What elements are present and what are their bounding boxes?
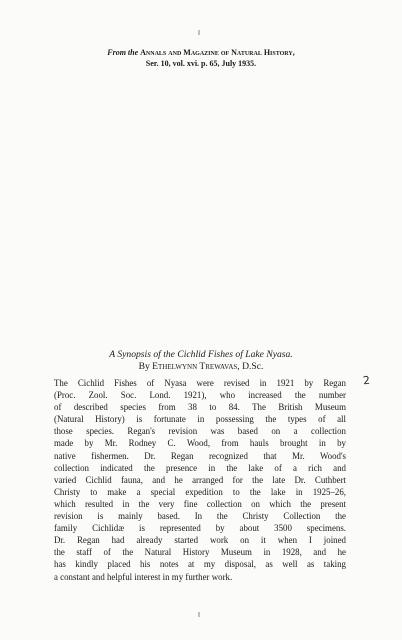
body-line: varied Cichlid fauna, and he arranged for the late Dr. Cuthbert	[54, 474, 346, 485]
body-line: the staff of the Natural History Museum in 1928, and he	[54, 547, 346, 558]
source-line-1	[0, 47, 402, 58]
body-line: those species. Regan's revision was based on a collection	[54, 426, 346, 437]
author-degree: , D.Sc.	[237, 361, 264, 372]
page-mark-top	[198, 30, 200, 35]
source-journal: Annals and Magazine of Natural History,	[140, 48, 295, 57]
body-line: (Proc. Zool. Soc. Lond. 1921), who increased the number	[54, 390, 346, 401]
body-line: The Cichlid Fishes of Nyasa were revised in 1921 by Regan	[54, 378, 346, 388]
body-line: which resulted in the very fine collection on which the present	[54, 498, 346, 509]
article-body	[54, 377, 346, 583]
source-citation: Ser. 10, vol. xvi. p. 65, July 1935.	[145, 59, 257, 68]
article-title: A Synopsis of the Cichlid Fishes of Lake Nyasa.	[109, 349, 293, 360]
byline	[0, 361, 402, 372]
author-name: Ethelwynn Trewavas	[152, 361, 238, 372]
body-line: collection indicated the presence in the lake of a rich and	[54, 462, 346, 473]
body-line: revision is mainly based. In the Christy Collection the	[54, 511, 346, 522]
journal-source-header	[0, 47, 402, 69]
byline-prefix: By	[138, 361, 150, 372]
body-line: native fishermen. Dr. Regan recognized that Mr. Wood's	[54, 450, 346, 461]
body-line: Dr. Regan had already started work on it when I joined	[54, 535, 346, 546]
body-line: a constant and helpful interest in my further work.	[54, 571, 233, 582]
body-line: made by Mr. Rodney C. Wood, from hauls brought in by	[54, 438, 346, 449]
handwritten-margin-note: 2	[362, 373, 371, 388]
body-line: family Cichlidæ is represented by about 3500 specimens.	[54, 523, 346, 534]
body-line: (Natural History) is fortunate in possessing the types of all	[54, 414, 346, 425]
source-prefix: From the	[107, 48, 139, 57]
body-line: of described species from 38 to 84. The British Museum	[54, 402, 346, 413]
page-mark-bottom	[198, 612, 200, 617]
body-line: Christy to make a special expedition to the lake in 1925–26,	[54, 486, 346, 497]
body-line: has kindly placed his notes at my disposal, as well as taking	[54, 559, 346, 570]
